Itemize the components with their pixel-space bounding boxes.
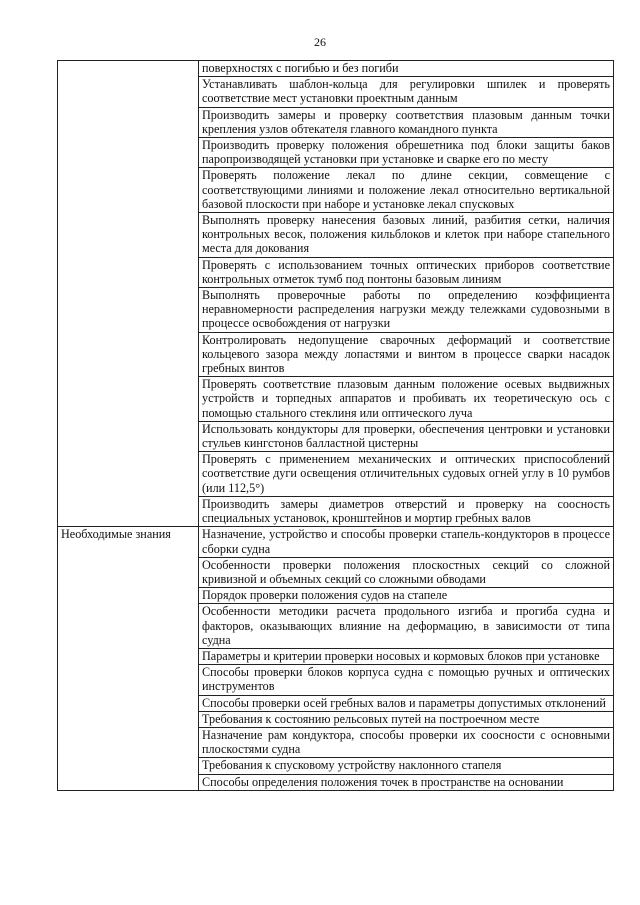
table-cell: Использовать кондукторы для проверки, обеспечения центровки и установки стульев кингстонов балластной цистерны — [199, 421, 614, 451]
table-cell: Назначение, устройство и способы проверки стапель-кондукторов в процессе сборки судна — [199, 527, 614, 557]
table-cell: Выполнять проверку нанесения базовых линий, разбития сетки, наличия контрольных весок, положения кильблоков и клеток при наборе стапельного места для докования — [199, 213, 614, 258]
table-cell: Требования к состоянию рельсовых путей на построечном месте — [199, 711, 614, 727]
table-cell: Особенности методики расчета продольного изгиба и прогиба судна и факторов, оказывающих влияние на деформацию, в зависимости от типа судна — [199, 604, 614, 649]
table-cell: Производить замеры диаметров отверстий и проверку на соосность специальных установок, кронштейнов и мортир гребных валов — [199, 496, 614, 526]
table-row — [58, 527, 614, 557]
table-cell: Проверять положение лекал по длине секции, совмещение с соответствующими линиями и положение лекал относительно вертикальной базовой плоскости при наборе и установке лекал спусковых — [199, 168, 614, 213]
table-row — [58, 61, 614, 77]
table-cell: Выполнять проверочные работы по определению коэффициента неравномерности распределения нагрузки между тележками судовозными в процессе освобождения от нагрузки — [199, 288, 614, 333]
table-cell: Порядок проверки положения судов на стапеле — [199, 588, 614, 604]
table-cell: Производить проверку положения обрешетника под блоки защиты баков паропроизводящей установки при установке и сварке его по месту — [199, 138, 614, 168]
skills-label-cell — [58, 61, 199, 527]
table-cell: Назначение рам кондуктора, способы проверки их соосности с основными плоскостями судна — [199, 727, 614, 757]
table-cell: Параметры и критерии проверки носовых и кормовых блоков при установке — [199, 648, 614, 664]
table-cell: Контролировать недопущение сварочных деформаций и соответствие кольцевого зазора между лопастями и винтом в процессе сварки насадок гребных винтов — [199, 332, 614, 377]
table-cell: Способы определения положения точек в пространстве на основании — [199, 774, 614, 790]
table-cell: Проверять с использованием точных оптических приборов соответствие контрольных отметок тумб под понтоны базовым линиям — [199, 257, 614, 287]
table-cell: Особенности проверки положения плоскостных секций со сложной кривизной и объемных секций со сложными обводами — [199, 557, 614, 587]
table-cell: Устанавливать шаблон-кольца для регулировки шпилек и проверять соответствие мест установки проектным данным — [199, 77, 614, 107]
competency-table — [57, 60, 613, 791]
table-cell: Способы проверки блоков корпуса судна с помощью ручных и оптических инструментов — [199, 665, 614, 695]
table-cell: Проверять с применением механических и оптических приспособлений соответствие дуги освещения отличительных судовых огней углу в 10 румбов (или 112,5°) — [199, 452, 614, 497]
table-cell: поверхностях с погибью и без погиби — [199, 61, 614, 77]
knowledge-label-cell: Необходимые знания — [58, 527, 199, 790]
table-cell: Производить замеры и проверку соответствия плазовым данным точки крепления узлов обтекателя главного командного пункта — [199, 107, 614, 137]
table-cell: Способы проверки осей гребных валов и параметры допустимых отклонений — [199, 695, 614, 711]
table-cell: Требования к спусковому устройству наклонного стапеля — [199, 758, 614, 774]
table-cell: Проверять соответствие плазовым данным положение осевых выдвижных устройств и торпедных аппаратов и пробивать их теоретическую ось с помощью стального стеклиня или оптического луча — [199, 377, 614, 422]
page-number: 26 — [314, 35, 326, 49]
